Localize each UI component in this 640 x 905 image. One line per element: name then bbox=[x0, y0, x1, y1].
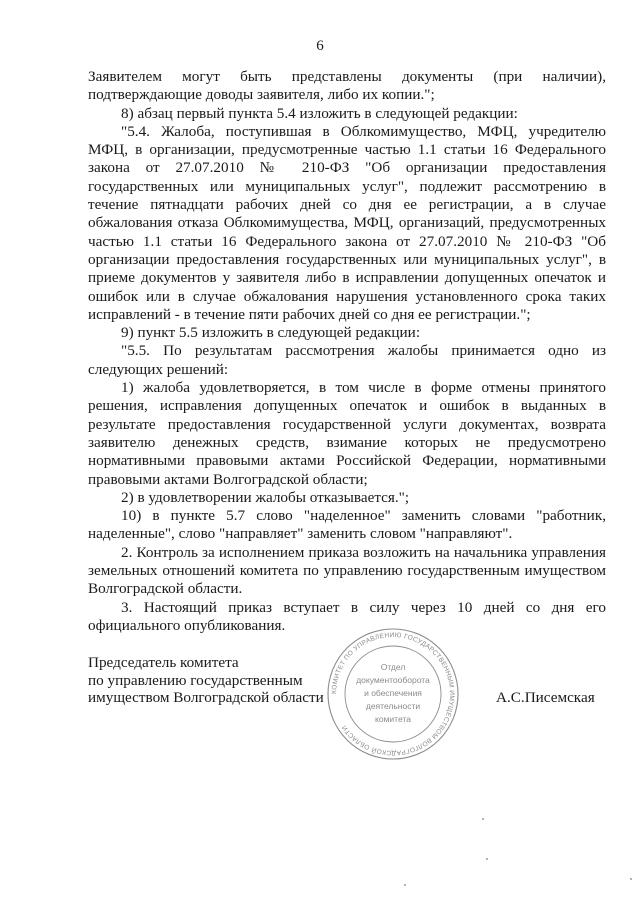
paragraph: "5.5. По результатам рассмотрения жалобы принимается одно из следующих решений: bbox=[88, 342, 606, 378]
paragraph: 2) в удовлетворении жалобы отказывается."; bbox=[121, 488, 410, 506]
scan-speck bbox=[404, 884, 406, 886]
scan-speck bbox=[482, 818, 484, 820]
stamp-line: документооборота bbox=[356, 675, 430, 685]
stamp-ring-text: КОМИТЕТ ПО УПРАВЛЕНИЮ ГОСУДАРСТВЕННЫМ ИМУЩЕСТВОМ ВОЛГОГРАДСКОЙ ОБЛАСТИ bbox=[330, 631, 456, 757]
paragraph: Заявителем могут быть представлены документы (при наличии), подтверждающие доводы заявителя, либо их копии."; bbox=[88, 68, 606, 104]
document-stamp bbox=[325, 626, 461, 762]
paragraph: "5.4. Жалоба, поступившая в Облкомимущество, МФЦ, учредителю МФЦ, в организации, предусмотренные частью 1.1 статьи 16 Федерального закона от 27.07.2010 № 210-ФЗ "Об организации предоставления государственных или муниципальных услуг", подлежит рассмотрению в течение пятнадцати рабочих дней со дня ее регистрации, а в случае обжалования отказа Облкомимущества, МФЦ, организаций, предусмотренных частью 1.1 статьи 16 Федерального закона от 27.07.2010 № 210-ФЗ "Об организации предоставления государственных или муниципальных услуг", в приеме документов у заявителя либо в исправлении допущенных опечаток и ошибок или в случае обжалования нарушения установленного срока таких исправлений - в течение пяти рабочих дней со дня ее регистрации."; bbox=[88, 122, 606, 323]
signer-position-line: имуществом Волгоградской области bbox=[88, 689, 324, 706]
signer-position-line: по управлению государственным bbox=[88, 671, 303, 689]
paragraph: 9) пункт 5.5 изложить в следующей редакции: bbox=[121, 324, 421, 342]
scan-speck bbox=[486, 858, 488, 860]
paragraph: 8) абзац первый пункта 5.4 изложить в следующей редакции: bbox=[121, 104, 518, 122]
stamp-line: деятельности bbox=[365, 701, 421, 711]
paragraph: 10) в пункте 5.7 слово "наделенное" заменить словами "работник, наделенные", слово "направляет" заменить словом "направляют". bbox=[88, 507, 606, 543]
stamp-line: и обеспечения bbox=[364, 688, 422, 698]
paragraph: 3. Настоящий приказ вступает в силу через 10 дней со дня его официального опубликования. bbox=[88, 598, 606, 634]
scan-speck bbox=[630, 878, 632, 880]
signer-name: А.С.Писемская bbox=[496, 689, 595, 706]
signer-position-line: Председатель комитета bbox=[88, 654, 239, 671]
paragraph: 1) жалоба удовлетворяется, в том числе в форме отмены принятого решения, исправления допущенных опечаток и ошибок в выданных в результате предоставления государственной услуги документах, возврата заявителю денежных средств, взимание которых не предусмотрено нормативными правовыми актами Российской Федерации, нормативными правовыми актами Волгоградской области; bbox=[88, 379, 606, 488]
document-body bbox=[88, 68, 606, 635]
stamp-line: комитета bbox=[375, 714, 411, 724]
stamp-line: Отдел bbox=[380, 662, 406, 672]
page-number: 6 bbox=[316, 38, 324, 54]
paragraph: 2. Контроль за исполнением приказа возложить на начальника управления земельных отношений комитета по управлению государственным имуществом Волгоградской области. bbox=[88, 543, 606, 598]
signature-block bbox=[88, 654, 348, 707]
